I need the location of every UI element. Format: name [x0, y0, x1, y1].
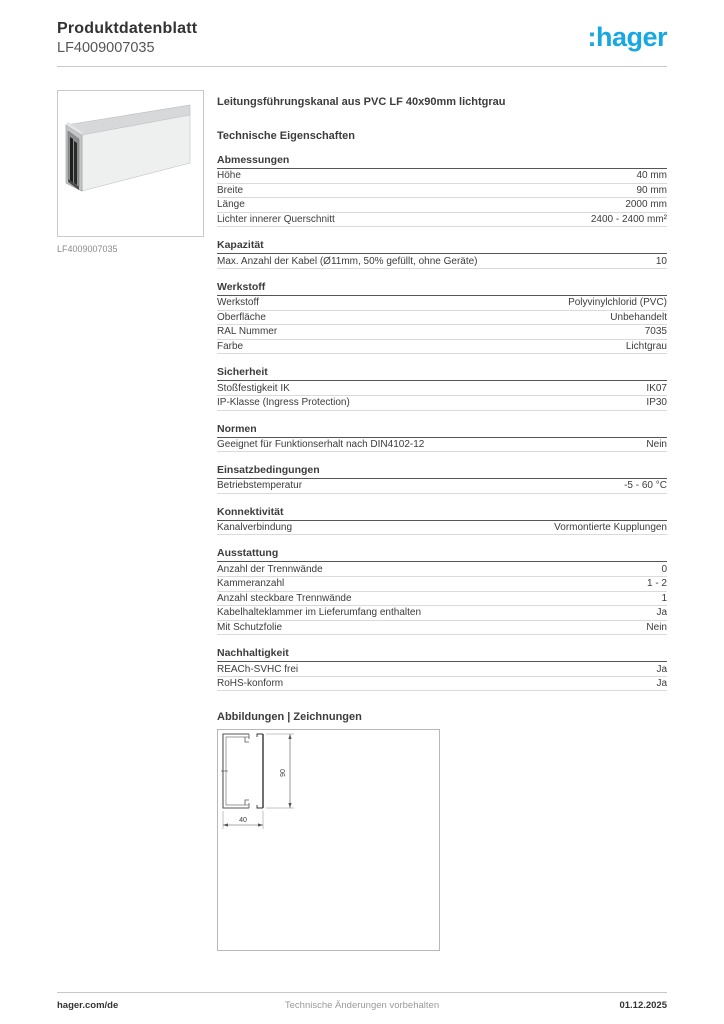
section-title: Konnektivität	[217, 506, 667, 521]
product-image-caption: LF4009007035	[57, 244, 118, 254]
table-row	[217, 198, 667, 213]
table-row	[217, 562, 667, 577]
document-header	[57, 20, 197, 56]
drawing-height-dim: 90	[280, 769, 287, 778]
section-ausstattung	[217, 547, 667, 635]
section-title: Nachhaltigkeit	[217, 647, 667, 662]
row-label: Kanalverbindung	[217, 522, 293, 534]
row-value: Unbehandelt	[610, 311, 667, 323]
section-normen	[217, 423, 667, 453]
document-footer	[57, 992, 667, 1011]
section-title: Abmessungen	[217, 154, 667, 169]
header-divider	[57, 66, 667, 67]
row-label: Kammeranzahl	[217, 578, 285, 590]
row-label: Farbe	[217, 341, 244, 353]
row-label: Oberfläche	[217, 311, 266, 323]
row-label: Lichter innerer Querschnitt	[217, 214, 335, 226]
section-nachhaltigkeit	[217, 647, 667, 691]
section-title: Werkstoff	[217, 281, 667, 296]
table-row	[217, 521, 667, 536]
section-einsatzbedingungen	[217, 464, 667, 494]
table-row	[217, 577, 667, 592]
row-label: Geeignet für Funktionserhalt nach DIN4102-12	[217, 438, 425, 450]
row-value: Ja	[656, 678, 667, 690]
row-value: Ja	[656, 663, 667, 675]
table-row	[217, 381, 667, 396]
table-row	[217, 606, 667, 621]
section-title: Sicherheit	[217, 366, 667, 381]
row-label: Kabelhalteklammer im Lieferumfang enthalten	[217, 607, 421, 619]
section-kapazität	[217, 239, 667, 269]
row-value: 2400 - 2400 mm²	[590, 214, 667, 226]
row-label: RoHS-konform	[217, 678, 284, 690]
spec-sections	[217, 154, 667, 691]
row-value: -5 - 60 °C	[624, 480, 667, 492]
row-label: Betriebstemperatur	[217, 480, 303, 492]
product-image	[58, 91, 203, 236]
footer-website: hager.com/de	[57, 1000, 119, 1011]
table-row	[217, 254, 667, 269]
row-value: 2000 mm	[625, 199, 667, 211]
table-row	[217, 325, 667, 340]
section-title: Kapazität	[217, 239, 667, 254]
hager-logo: :hager	[587, 22, 667, 52]
row-label: REACh-SVHC frei	[217, 663, 299, 675]
table-row	[217, 184, 667, 199]
row-value: Vormontierte Kupplungen	[554, 522, 667, 534]
row-value: 1	[661, 592, 667, 604]
row-label: RAL Nummer	[217, 326, 278, 338]
table-row	[217, 621, 667, 636]
section-title: Normen	[217, 423, 667, 438]
tech-properties-heading: Technische Eigenschaften	[217, 130, 355, 142]
row-label: Anzahl steckbare Trennwände	[217, 592, 352, 604]
row-value: 40 mm	[636, 170, 667, 182]
table-row	[217, 396, 667, 411]
section-sicherheit	[217, 366, 667, 410]
row-label: Stoßfestigkeit IK	[217, 382, 290, 394]
row-label: Länge	[217, 199, 245, 211]
drawings-heading: Abbildungen | Zeichnungen	[217, 711, 362, 724]
row-label: Anzahl der Trennwände	[217, 563, 323, 575]
row-label: Breite	[217, 184, 244, 196]
section-title: Einsatzbedingungen	[217, 464, 667, 479]
main-content	[217, 90, 667, 951]
row-value: Polyvinylchlorid (PVC)	[568, 297, 667, 309]
table-row	[217, 340, 667, 355]
table-row	[217, 296, 667, 311]
row-value: 90 mm	[636, 184, 667, 196]
row-label: Höhe	[217, 170, 241, 182]
document-reference: LF4009007035	[57, 40, 155, 56]
row-label: Max. Anzahl der Kabel (Ø11mm, 50% gefüllt, ohne Geräte)	[217, 255, 478, 267]
row-value: 0	[661, 563, 667, 575]
row-label: IP-Klasse (Ingress Protection)	[217, 397, 350, 409]
row-value: 7035	[644, 326, 667, 338]
table-row	[217, 438, 667, 453]
product-image-frame	[57, 90, 204, 237]
row-label: Werkstoff	[217, 297, 259, 309]
row-value: Ja	[656, 607, 667, 619]
section-werkstoff	[217, 281, 667, 354]
table-row	[217, 662, 667, 677]
table-row	[217, 311, 667, 326]
row-value: 10	[655, 255, 667, 267]
footer-date: 01.12.2025	[619, 1000, 667, 1011]
row-value: IP30	[646, 397, 667, 409]
technical-drawing	[218, 730, 439, 950]
table-row	[217, 677, 667, 692]
row-value: IK07	[646, 382, 667, 394]
footer-disclaimer: Technische Änderungen vorbehalten	[284, 1000, 440, 1011]
row-value: Nein	[646, 438, 667, 450]
drawing-width-dim: 40	[239, 817, 247, 825]
row-value: Lichtgrau	[625, 341, 667, 353]
table-row	[217, 169, 667, 184]
table-row	[217, 479, 667, 494]
table-row	[217, 592, 667, 607]
section-konnektivität	[217, 506, 667, 536]
product-title: Leitungsführungskanal aus PVC LF 40x90mm lichtgrau	[217, 96, 506, 108]
technical-drawing-frame	[217, 729, 440, 951]
row-label: Mit Schutzfolie	[217, 621, 283, 633]
document-title: Produktdatenblatt	[57, 20, 198, 37]
row-value: 1 - 2	[646, 578, 667, 590]
table-row	[217, 213, 667, 228]
row-value: Nein	[646, 621, 667, 633]
section-abmessungen	[217, 154, 667, 227]
section-title: Ausstattung	[217, 547, 667, 562]
